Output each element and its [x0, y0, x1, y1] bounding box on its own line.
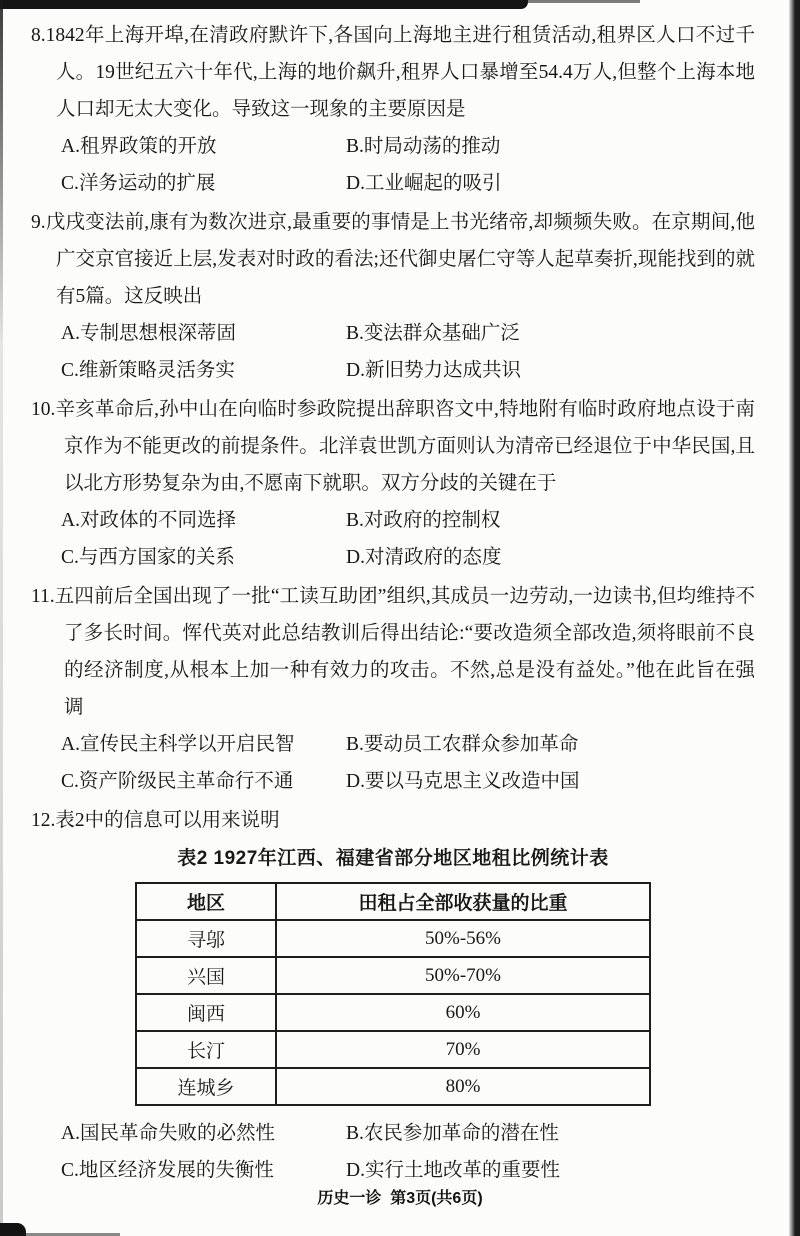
- option-row: [61, 315, 755, 352]
- option-row: [61, 763, 755, 800]
- table-row: [136, 957, 650, 994]
- question-12-stem: 12.表2中的信息可以用来说明: [31, 810, 280, 831]
- ratio-cell: 50%-56%: [276, 920, 650, 957]
- question-10: [31, 391, 755, 576]
- scan-artifact-left: [0, 0, 3, 1236]
- table-row: [136, 1031, 650, 1068]
- table-header-ratio: 田租占全部收获量的比重: [276, 883, 650, 920]
- question-11-stem: 11.五四前后全国出现了一批“工读互助团”组织,其成员一边劳动,一边读书,但均维持不了多长时间。恽代英对此总结教训后得出结论:“要改造须全部改造,须将眼前不良的经济制度,从根本上加一种有效力的攻击。不然,总是没有益处。”他在此旨在强调: [31, 586, 755, 718]
- question-12-options: [31, 1115, 755, 1189]
- option-c: C.地区经济发展的失衡性: [61, 1160, 274, 1181]
- option-c: C.洋务运动的扩展: [61, 173, 216, 194]
- question-10-stem: 10.辛亥革命后,孙中山在向临时参政院提出辞职咨文中,特地附有临时政府地点设于南京作为不能更改的前提条件。北洋袁世凯方面则认为清帝已经退位于中华民国,且以北方形势复杂为由,不愿南下就职。双方分歧的关键在于: [31, 399, 755, 494]
- option-row: [61, 726, 755, 763]
- ratio-cell: 80%: [276, 1068, 650, 1105]
- question-10-options: [31, 502, 755, 576]
- table-row: [136, 994, 650, 1031]
- region-cell: 寻邬: [136, 920, 276, 957]
- option-row: [61, 165, 755, 202]
- option-a: A.专制思想根深蒂固: [61, 323, 236, 344]
- option-row: [61, 502, 755, 539]
- question-9-stem: 9.戊戌变法前,康有为数次进京,最重要的事情是上书光绪帝,却频频失败。在京期间,他广交京官接近上层,发表对时政的看法;还代御史屠仁守等人起草奏折,现能找到的就有5篇。这反映出: [31, 212, 755, 307]
- option-a: A.国民革命失败的必然性: [61, 1123, 275, 1144]
- option-b: B.变法群众基础广泛: [346, 323, 520, 344]
- question-11: [31, 578, 755, 800]
- table-row: [136, 1068, 650, 1105]
- question-11-options: [31, 726, 755, 800]
- region-cell: 连城乡: [136, 1068, 276, 1105]
- ratio-cell: 70%: [276, 1031, 650, 1068]
- question-8-options: [31, 128, 755, 202]
- question-8-stem: 8.1842年上海开埠,在清政府默许下,各国向上海地主进行租赁活动,租界区人口不过千人。19世纪五六十年代,上海的地价飙升,租界人口暴增至54.4万人,但整个上海本地人口却无太大变化。导致这一现象的主要原因是: [31, 25, 755, 120]
- table-header-region: 地区: [136, 883, 276, 920]
- option-c: C.资产阶级民主革命行不通: [61, 771, 294, 792]
- option-a: A.对政体的不同选择: [61, 510, 236, 531]
- table-header-row: [136, 883, 650, 920]
- question-9: [31, 204, 755, 389]
- rent-ratio-table: [135, 882, 651, 1106]
- option-row: [61, 352, 755, 389]
- question-8: [31, 17, 755, 202]
- option-row: [61, 539, 755, 576]
- option-c: C.与西方国家的关系: [61, 547, 235, 568]
- option-c: C.维新策略灵活务实: [61, 360, 235, 381]
- region-cell: 长汀: [136, 1031, 276, 1068]
- page-footer: 历史一诊 第3页(共6页): [317, 1190, 483, 1207]
- option-d: D.要以马克思主义改造中国: [346, 771, 580, 792]
- region-cell: 闽西: [136, 994, 276, 1031]
- option-b: B.对政府的控制权: [346, 510, 501, 531]
- ratio-cell: 50%-70%: [276, 957, 650, 994]
- question-9-options: [31, 315, 755, 389]
- table-title: 表2 1927年江西、福建省部分地区地租比例统计表: [177, 848, 609, 869]
- scan-artifact-right: [789, 0, 800, 1236]
- option-b: B.要动员工农群众参加革命: [346, 734, 579, 755]
- option-d: D.对清政府的态度: [346, 547, 502, 568]
- option-d: D.工业崛起的吸引: [346, 173, 502, 194]
- region-cell: 兴国: [136, 957, 276, 994]
- option-row: [61, 1152, 755, 1189]
- option-d: D.新旧势力达成共识: [346, 360, 521, 381]
- option-row: [61, 128, 755, 165]
- option-a: A.宣传民主科学以开启民智: [61, 734, 295, 755]
- table-row: [136, 920, 650, 957]
- option-b: B.时局动荡的推动: [346, 136, 501, 157]
- scan-artifact-top-thin: [0, 0, 640, 3]
- option-b: B.农民参加革命的潜在性: [346, 1123, 559, 1144]
- ratio-cell: 60%: [276, 994, 650, 1031]
- option-a: A.租界政策的开放: [61, 136, 217, 157]
- option-row: [61, 1115, 755, 1152]
- exam-content: [31, 17, 755, 1191]
- option-d: D.实行土地改革的重要性: [346, 1160, 560, 1181]
- question-12: [31, 802, 755, 1189]
